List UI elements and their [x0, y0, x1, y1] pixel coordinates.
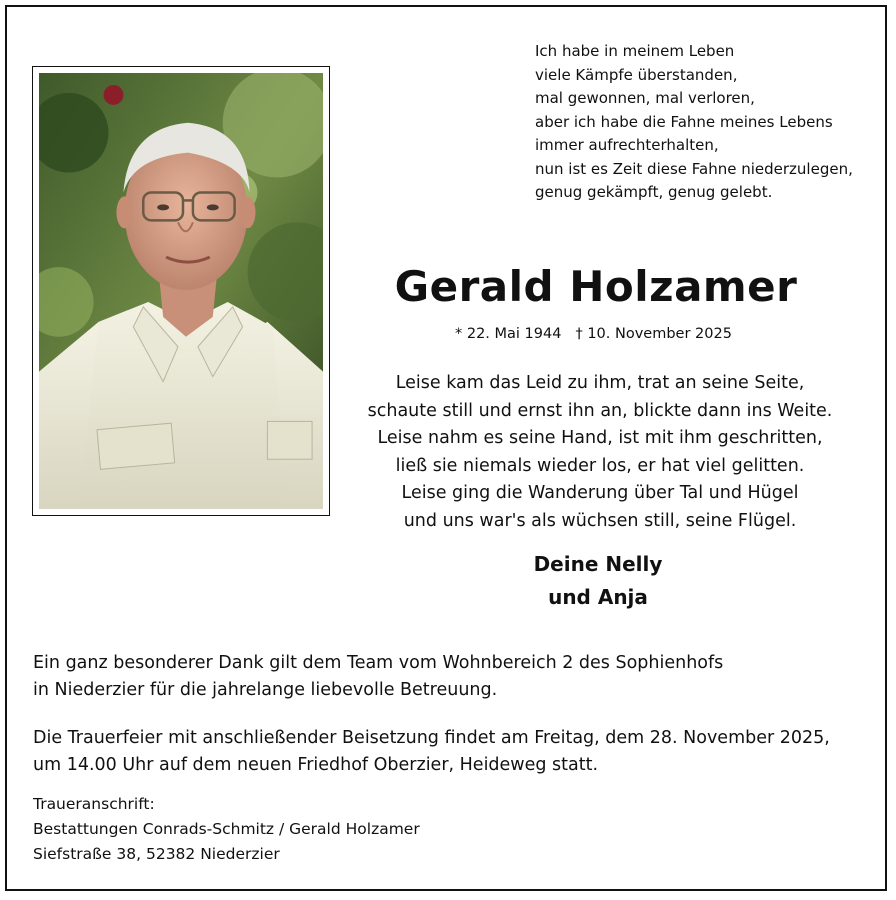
mourning-address — [33, 792, 420, 867]
thanks-line: in Niederzier für die jahrelange liebevolle Betreuung. — [33, 680, 498, 700]
thanks-paragraph — [33, 650, 723, 704]
quote-line: viele Kämpfe überstanden, — [535, 65, 738, 84]
address-label: Traueranschrift: — [33, 795, 155, 813]
portrait-frame — [32, 66, 330, 516]
death-date: † 10. November 2025 — [575, 326, 732, 342]
life-dates — [455, 326, 732, 342]
quote-line: Ich habe in meinem Leben — [535, 42, 735, 60]
poem-line: und uns war's als wüchsen still, seine Flügel. — [403, 510, 797, 531]
poem-line: schaute still und ernst ihn an, blickte dann ins Weite. — [367, 400, 833, 421]
signer-line: und Anja — [548, 585, 648, 609]
birth-date: * 22. Mai 1944 — [455, 326, 562, 342]
service-paragraph — [33, 725, 830, 779]
poem-line: Leise ging die Wanderung über Tal und Hügel — [401, 483, 799, 503]
service-line: um 14.00 Uhr auf dem neuen Friedhof Oberzier, Heideweg statt. — [33, 755, 599, 775]
poem-line: Leise kam das Leid zu ihm, trat an seine Seite, — [395, 373, 805, 393]
quote-line: mal gewonnen, mal verloren, — [535, 89, 755, 107]
portrait-photo — [39, 73, 323, 509]
mourners-signature — [470, 548, 726, 614]
thanks-line: Ein ganz besonderer Dank gilt dem Team vom Wohnbereich 2 des Sophienhofs — [33, 653, 724, 673]
address-line: Siefstraße 38, 52382 Niederzier — [33, 845, 280, 863]
quote-line: nun ist es Zeit diese Fahne niederzulegen, — [535, 159, 853, 178]
quote-line: aber ich habe die Fahne meines Lebens — [535, 112, 833, 131]
poem-line: Leise nahm es seine Hand, ist mit ihm geschritten, — [377, 428, 823, 448]
memorial-poem — [330, 370, 870, 535]
quote-line: immer aufrechterhalten, — [535, 136, 719, 154]
service-line: Die Trauerfeier mit anschließender Beisetzung findet am Freitag, dem 28. November 2025, — [33, 728, 830, 748]
poem-line: ließ sie niemals wieder los, er hat viel gelitten. — [395, 455, 805, 476]
address-line: Bestattungen Conrads-Schmitz / Gerald Holzamer — [33, 820, 420, 838]
quote-line: genug gekämpft, genug gelebt. — [535, 183, 773, 201]
deceased-name: Gerald Holzamer — [394, 262, 798, 311]
signer-line: Deine Nelly — [533, 552, 663, 576]
quote-verse — [535, 40, 875, 205]
